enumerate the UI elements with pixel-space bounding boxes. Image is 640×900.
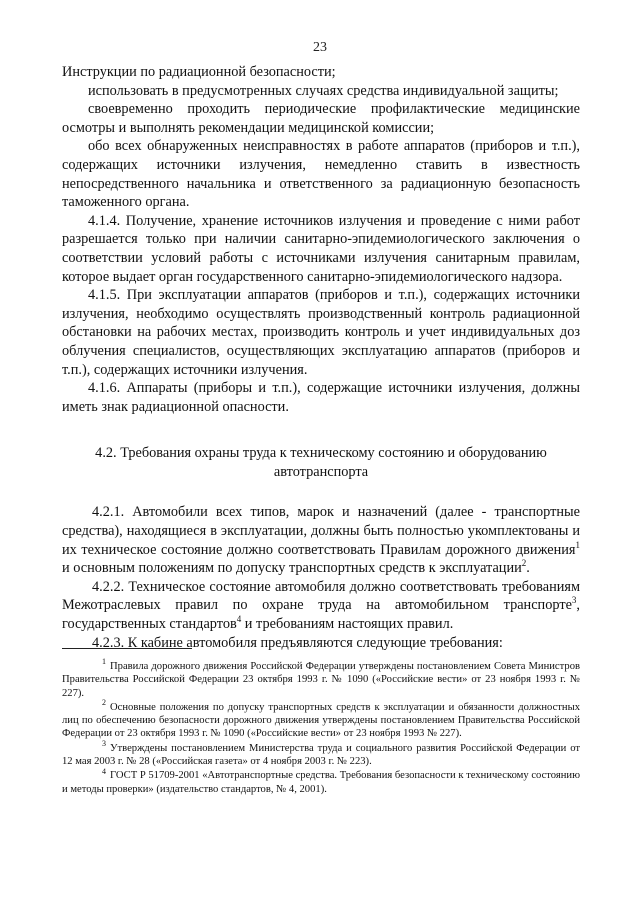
paragraph-4-2-1 [62, 503, 580, 577]
footnote-3 [62, 739, 580, 769]
body-text [62, 63, 580, 652]
paragraph-medical-checkups: своевременно проходить периодические профилактические медицинские осмотры и выполнять рекомендации медицинской комиссии; [62, 101, 580, 136]
text-segment: и требованиям настоящих правил. [241, 616, 454, 633]
footnote-text: Правила дорожного движения Российской Федерации утверждены постановлением Совета Министров Правительства Российской Федерации 23 октября 1993 г. № 1090 («Российские вести» от 23 ноября 1993 г. № 227). [62, 661, 580, 699]
paragraph-4-2-2 [62, 578, 580, 634]
paragraph-instructions: Инструкции по радиационной безопасности; [62, 64, 336, 80]
footnote-mark: 4 [102, 766, 106, 776]
paragraph-protective-equipment: использовать в предусмотренных случаях средства индивидуальной защиты; [88, 82, 559, 99]
footnote-separator [62, 648, 192, 649]
footnote-mark: 2 [102, 698, 106, 708]
footnotes [62, 657, 580, 797]
footnote-4 [62, 766, 580, 796]
footnote-ref-1: 1 [575, 539, 580, 550]
footnote-mark: 3 [102, 739, 106, 749]
paragraph-malfunctions: обо всех обнаруженных неисправностях в работе аппаратов (приборов и т.п.), содержащих источники излучения, немедленно ставить в известность непосредственного начальника и ответственного за радиационную безопасность таможенного органа. [62, 138, 580, 211]
footnote-mark: 1 [102, 657, 106, 667]
paragraph-4-1-6: 4.1.6. Аппараты (приборы и т.п.), содержащие источники излучения, должны иметь знак радиационной опасности. [62, 380, 580, 415]
section-heading-4-2: 4.2. Требования охраны труда к техническому состоянию и оборудованию автотранспорта [95, 445, 547, 480]
footnote-1 [62, 657, 580, 700]
paragraph-4-1-4: 4.1.4. Получение, хранение источников излучения и проведение с ними работ разрешается только при наличии санитарно-эпидемиологического заключения о соответствии условий работы с источниками излучения санитарным правилам, которое выдает орган государственного санитарно-эпидемиологического надзора. [62, 212, 580, 285]
footnote-text: Утверждены постановлением Министерства труда и социального развития Российской Федерации от 12 мая 2003 г. № 28 («Российская газета» от 4 ноября 2003 г. № 223). [62, 742, 580, 768]
footnote-ref-4: 4 [236, 614, 242, 625]
text-segment: , государственных стандартов [62, 597, 580, 633]
page-number: 23 [313, 40, 327, 55]
text-segment: и основным положениям по допуску транспортных средств к эксплуатации [62, 560, 522, 577]
footnote-text: ГОСТ Р 51709-2001 «Автотранспортные средства. Требования безопасности к техническому состоянию и методы проверки» (издательство стандартов, № 4, 2001). [62, 770, 580, 795]
footnote-ref-3: 3 [571, 595, 577, 606]
text-segment: 4.2.1. Автомобили всех типов, марок и назначений (далее - транспортные средства), находящиеся в эксплуатации, должны быть полностью укомплектованы и их техническое состояние должно соответствовать Правилам дорожного движения [62, 504, 580, 558]
footnote-ref-2: 2 [521, 558, 527, 569]
text-segment: 4.2.2. Техническое состояние автомобиля должно соответствовать требованиям Межотраслевых правил по охране труда на автомобильном транспорте [62, 578, 580, 614]
text-segment: . [526, 560, 530, 577]
footnote-2 [62, 698, 580, 741]
footnote-text: Основные положения по допуску транспортных средств к эксплуатации и обязанности должностных лиц по обеспечению безопасности дорожного движения утверждены постановлением Правительства Российской Федерации от 23 октября 1993 г. № 1090 («Российские вести» от 23 ноября 1993 № 227). [62, 701, 580, 740]
paragraph-4-1-5: 4.1.5. При эксплуатации аппаратов (приборов и т.п.), содержащих источники излучения, необходимо осуществлять производственный контроль радиационной обстановки на рабочих местах, производить контроль и учет индивидуальных доз облучения специалистов, осуществляющих эксплуатацию аппаратов (приборов и т.п.), содержащих источники излучения. [62, 287, 580, 378]
paragraph-4-2-3: 4.2.3. К кабине автомобиля предъявляются следующие требования: [92, 634, 503, 651]
